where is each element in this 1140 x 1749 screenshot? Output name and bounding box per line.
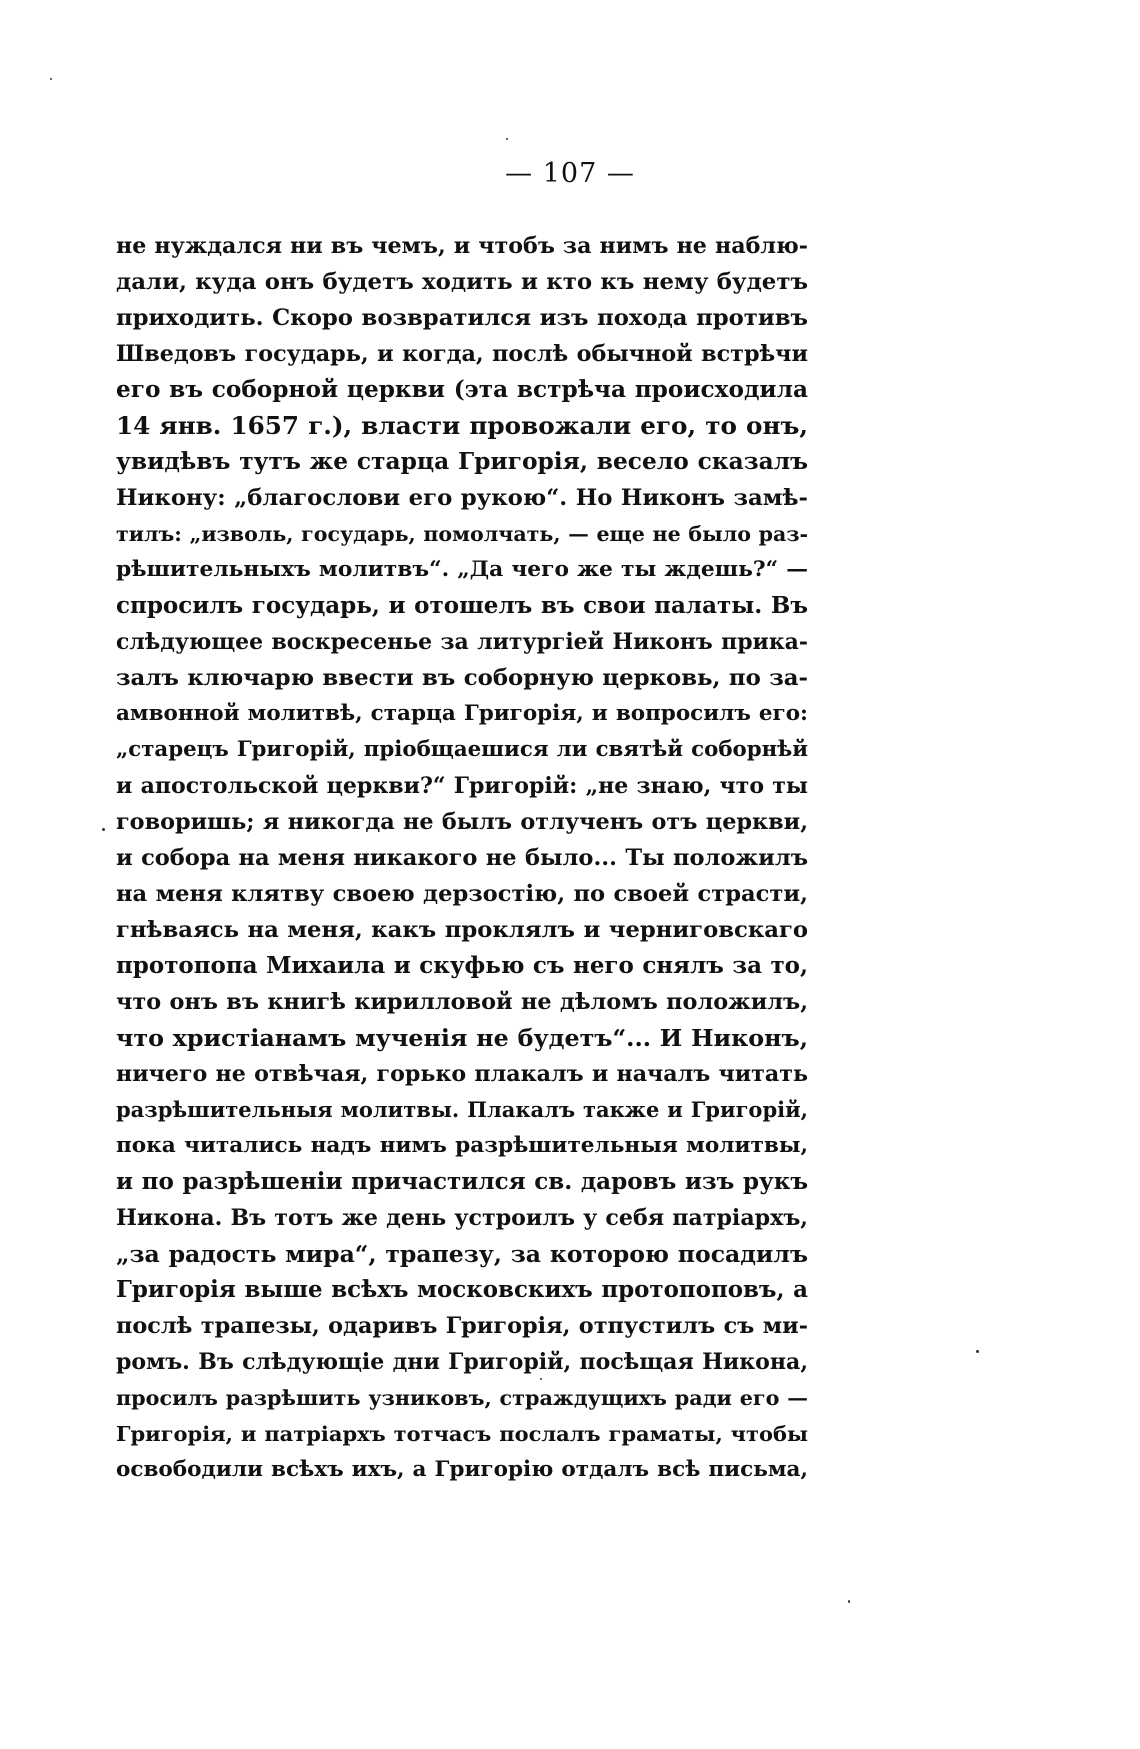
text-line: увидѣвъ тутъ же старца Григорія, весело сказалъ: [116, 448, 808, 475]
text-line: ромъ. Въ слѣдующіе дни Григорій, посѣщая Никона,: [116, 1349, 808, 1375]
text-line: 14 янв. 1657 г.), власти провожали его, то онъ,: [116, 411, 808, 440]
text-line: гнѣваясь на меня, какъ проклялъ и черниговскаго: [116, 917, 808, 943]
text-line: слѣдующее воскресенье за литургіей Никонъ прика-: [116, 629, 808, 655]
text-line: освободили всѣхъ ихъ, а Григорію отдалъ всѣ письма,: [116, 1457, 808, 1482]
text-line: амвонной молитвѣ, старца Григорія, и вопросилъ его:: [116, 701, 808, 726]
scan-speck: [540, 1378, 542, 1380]
text-line: спросилъ государь, и отошелъ въ свои палаты. Въ: [116, 592, 808, 619]
text-line: пока читались надъ нимъ разрѣшительныя молитвы,: [116, 1133, 808, 1158]
text-line: разрѣшительныя молитвы. Плакалъ также и Григорій,: [116, 1097, 808, 1122]
text-line: ничего не отвѣчая, горько плакалъ и началъ читать: [116, 1061, 808, 1087]
text-line: просилъ разрѣшить узниковъ, страждущихъ ради его —: [116, 1386, 808, 1410]
text-line: дали, куда онъ будетъ ходить и кто къ нему будетъ: [116, 269, 808, 295]
scan-speck: [102, 828, 105, 831]
scan-speck: [976, 1350, 979, 1353]
text-line: тилъ: „изволь, государь, помолчать, — еще не было раз-: [116, 522, 808, 546]
text-line: „за радость мира“, трапезу, за которою посадилъ: [116, 1240, 808, 1268]
text-line: Никона. Въ тотъ же день устроилъ у себя патріархъ,: [116, 1205, 808, 1231]
text-line: его въ соборной церкви (эта встрѣча происходила: [116, 376, 808, 403]
text-line: Никону: „благослови его рукою“. Но Никонъ замѣ-: [116, 485, 808, 511]
text-line: что христіанамъ мученія не будетъ“... И Никонъ,: [116, 1024, 808, 1052]
text-line: и собора на меня никакого не было... Ты положилъ: [116, 845, 808, 871]
scan-speck: [50, 78, 52, 80]
text-line: что онъ въ книгѣ кирилловой не дѣломъ положилъ,: [116, 989, 808, 1015]
text-line: и апостольской церкви?“ Григорій: „не знаю, что ты: [116, 773, 808, 799]
text-line: залъ ключарю ввести въ соборную церковь, по за-: [116, 665, 808, 691]
text-line: послѣ трапезы, одаривъ Григорія, отпустилъ съ ми-: [116, 1313, 808, 1339]
text-line: протопопа Михаила и скуфью съ него снялъ за то,: [116, 952, 808, 979]
text-line: рѣшительныхъ молитвъ“. „Да чего же ты ждешь?“ —: [116, 557, 808, 582]
scan-speck: [506, 138, 508, 140]
page-number: — 107 —: [505, 158, 635, 189]
text-line: Шведовъ государь, и когда, послѣ обычной встрѣчи: [116, 341, 808, 367]
text-line: „старецъ Григорій, пріобщаешися ли святѣй соборнѣй: [116, 737, 808, 762]
text-line: Григорія выше всѣхъ московскихъ протопоповъ, а: [116, 1276, 808, 1303]
text-line: на меня клятву своею дерзостію, по своей страсти,: [116, 881, 808, 907]
scan-speck: [848, 1600, 850, 1603]
body-text: [116, 228, 808, 1488]
text-line: приходить. Скоро возвратился изъ похода противъ: [116, 305, 808, 331]
text-line: не нуждался ни въ чемъ, и чтобъ за нимъ не наблю-: [116, 233, 808, 259]
text-line: и по разрѣшеніи причастился св. даровъ изъ рукъ: [116, 1168, 808, 1195]
text-line: Григорія, и патріархъ тотчасъ послалъ граматы, чтобы: [116, 1421, 808, 1446]
text-line: говоришь; я никогда не былъ отлученъ отъ церкви,: [116, 809, 808, 835]
